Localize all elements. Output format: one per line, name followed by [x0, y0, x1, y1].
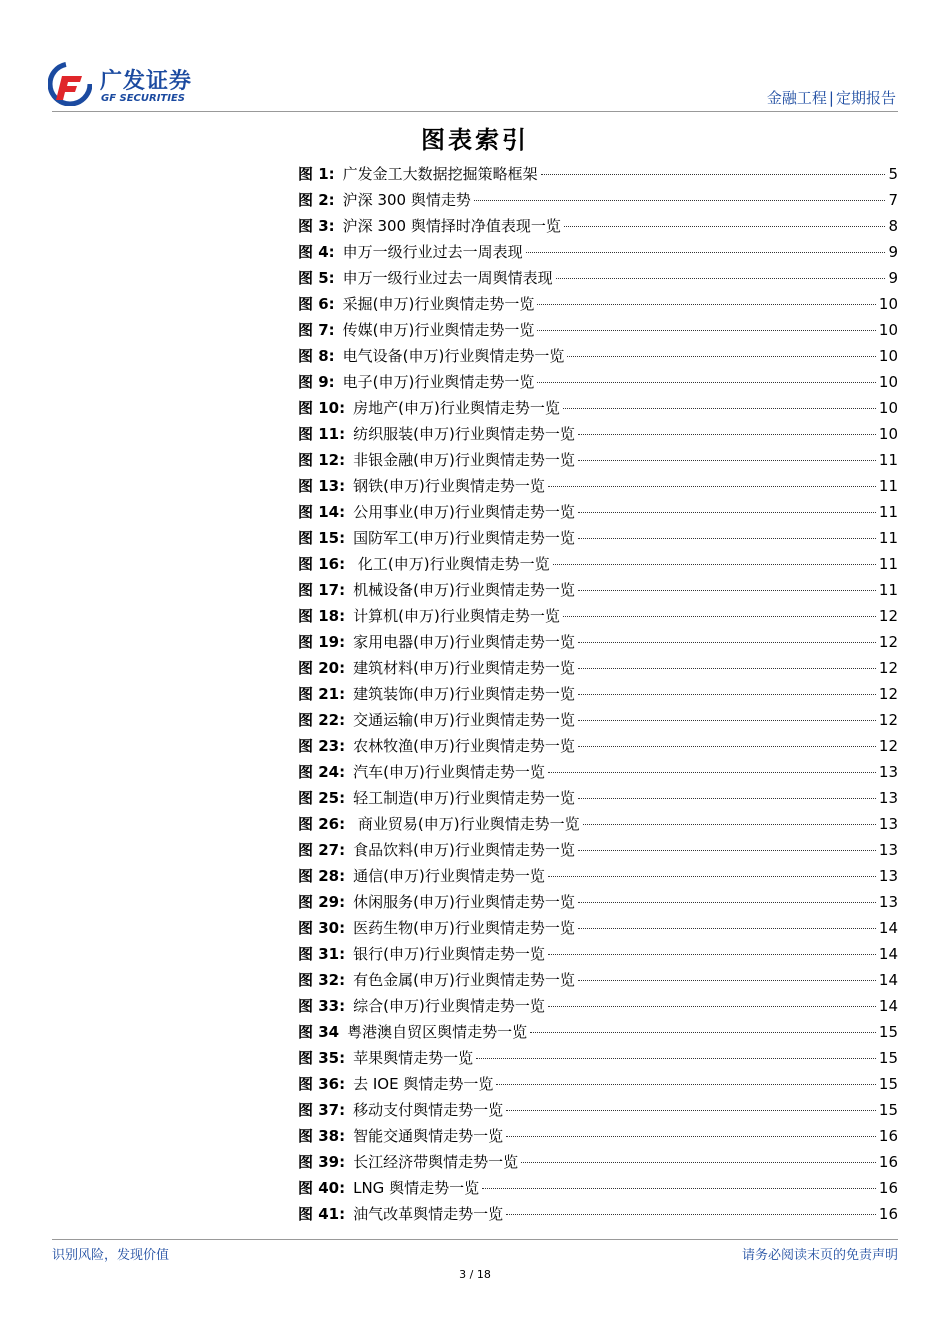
toc-label: 图 21: — [298, 685, 346, 703]
toc-entry[interactable] — [298, 241, 898, 267]
toc-title: 轻工制造(申万)行业舆情走势一览 — [353, 789, 575, 807]
toc-leader-dots — [578, 668, 876, 669]
toc-entry[interactable] — [298, 1177, 898, 1203]
toc-entry[interactable] — [298, 943, 898, 969]
toc-leader-dots — [476, 1058, 876, 1059]
toc-entry[interactable] — [298, 1099, 898, 1125]
toc-leader-dots — [506, 1214, 876, 1215]
toc-entry[interactable] — [298, 735, 898, 761]
toc-leader-dots — [482, 1188, 876, 1189]
toc-title: 有色金属(申万)行业舆情走势一览 — [353, 971, 575, 989]
toc-title: 农林牧渔(申万)行业舆情走势一览 — [353, 737, 575, 755]
toc-title: 汽车(申万)行业舆情走势一览 — [353, 763, 545, 781]
toc-label: 图 5: — [298, 269, 335, 287]
toc-entry[interactable] — [298, 1125, 898, 1151]
toc-label: 图 19: — [298, 633, 346, 651]
toc-page-number: 10 — [878, 399, 898, 417]
toc-label: 图 41: — [298, 1205, 346, 1223]
toc-label: 图 33: — [298, 997, 346, 1015]
toc-leader-dots — [537, 304, 876, 305]
toc-label: 图 25: — [298, 789, 346, 807]
toc-page-number: 12 — [878, 737, 898, 755]
toc-label: 图 17: — [298, 581, 346, 599]
toc-page-number: 14 — [878, 945, 898, 963]
toc-page-number: 13 — [878, 815, 898, 833]
toc-page-number: 10 — [878, 295, 898, 313]
toc-title: 长江经济带舆情走势一览 — [353, 1153, 519, 1171]
toc-entry[interactable] — [298, 553, 898, 579]
toc-label: 图 22: — [298, 711, 346, 729]
toc-entry[interactable] — [298, 215, 898, 241]
toc-page-number: 13 — [878, 867, 898, 885]
toc-title: 公用事业(申万)行业舆情走势一览 — [353, 503, 575, 521]
toc-page-number: 11 — [878, 451, 898, 469]
toc-title: 粤港澳自贸区舆情走势一览 — [347, 1023, 528, 1041]
toc-title: 医药生物(申万)行业舆情走势一览 — [353, 919, 575, 937]
toc-entry[interactable] — [298, 501, 898, 527]
toc-label: 图 11: — [298, 425, 346, 443]
logo-text-cn: 广发证券 — [100, 69, 193, 94]
toc-title: 建筑材料(申万)行业舆情走势一览 — [353, 659, 575, 677]
toc-entry[interactable] — [298, 579, 898, 605]
toc-title: 电子(申万)行业舆情走势一览 — [342, 373, 535, 391]
toc-title: 申万一级行业过去一周舆情表现 — [342, 269, 553, 287]
toc-title: 沪深 300 舆情走势 — [342, 191, 471, 209]
toc-title: 钢铁(申万)行业舆情走势一览 — [353, 477, 545, 495]
toc-page-number: 12 — [878, 685, 898, 703]
toc-entry[interactable] — [298, 189, 898, 215]
toc-page-number: 10 — [878, 373, 898, 391]
toc-title: 沪深 300 舆情择时净值表现一览 — [342, 217, 561, 235]
toc-title: 交通运输(申万)行业舆情走势一览 — [353, 711, 575, 729]
toc-page-number: 9 — [888, 269, 898, 287]
toc-leader-dots — [578, 980, 876, 981]
toc-page-number: 15 — [878, 1049, 898, 1067]
report-type: 定期报告 — [835, 89, 896, 107]
gf-logo-icon — [48, 62, 92, 106]
toc-label: 图 31: — [298, 945, 346, 963]
toc-label: 图 28: — [298, 867, 346, 885]
toc-entry[interactable] — [298, 527, 898, 553]
toc-leader-dots — [548, 954, 876, 955]
toc-label: 图 16: — [298, 555, 346, 573]
toc-title: 商业贸易(申万)行业舆情走势一览 — [353, 815, 580, 833]
toc-leader-dots — [578, 538, 876, 539]
toc-label: 图 36: — [298, 1075, 346, 1093]
toc-page-number: 16 — [878, 1179, 898, 1197]
toc-label: 图 8: — [298, 347, 335, 365]
header-divider — [52, 111, 898, 112]
toc-title: 机械设备(申万)行业舆情走势一览 — [353, 581, 575, 599]
toc-entry[interactable] — [298, 319, 898, 345]
report-category — [767, 87, 896, 108]
toc-label: 图 23: — [298, 737, 346, 755]
toc-entry[interactable] — [298, 1203, 898, 1229]
toc-page-number: 13 — [878, 893, 898, 911]
toc-page-number: 5 — [888, 165, 898, 183]
toc-label: 图 3: — [298, 217, 335, 235]
toc-leader-dots — [578, 590, 876, 591]
toc-entry[interactable] — [298, 449, 898, 475]
toc-label: 图 14: — [298, 503, 346, 521]
footer-divider — [52, 1239, 898, 1240]
toc-leader-dots — [474, 200, 886, 201]
toc-entry[interactable] — [298, 709, 898, 735]
toc-entry[interactable] — [298, 371, 898, 397]
toc-entry[interactable] — [298, 423, 898, 449]
toc-title: 计算机(申万)行业舆情走势一览 — [353, 607, 560, 625]
toc-label: 图 10: — [298, 399, 346, 417]
toc-label: 图 35: — [298, 1049, 346, 1067]
toc-entry[interactable] — [298, 657, 898, 683]
toc-label: 图 1: — [298, 165, 335, 183]
toc-title: 通信(申万)行业舆情走势一览 — [353, 867, 545, 885]
toc-leader-dots — [578, 460, 876, 461]
toc-page-number: 15 — [878, 1023, 898, 1041]
toc-title: 移动支付舆情走势一览 — [353, 1101, 504, 1119]
toc-page-number: 16 — [878, 1205, 898, 1223]
toc-page-number: 7 — [888, 191, 898, 209]
toc-page-number: 10 — [878, 425, 898, 443]
toc-leader-dots — [530, 1032, 876, 1033]
toc-leader-dots — [583, 824, 876, 825]
toc-label: 图 26: — [298, 815, 346, 833]
toc-label: 图 38: — [298, 1127, 346, 1145]
toc-leader-dots — [541, 174, 886, 175]
toc-title: 休闲服务(申万)行业舆情走势一览 — [353, 893, 575, 911]
toc-page-number: 14 — [878, 919, 898, 937]
page-title: 图表索引 — [421, 125, 529, 154]
toc-label: 图 27: — [298, 841, 346, 859]
toc-label: 图 20: — [298, 659, 346, 677]
toc-entry[interactable] — [298, 891, 898, 917]
toc-entry[interactable] — [298, 345, 898, 371]
toc-page-number: 12 — [878, 607, 898, 625]
toc-page-number: 13 — [878, 763, 898, 781]
toc-entry[interactable] — [298, 683, 898, 709]
toc-entry[interactable] — [298, 1073, 898, 1099]
toc-page-number: 13 — [878, 789, 898, 807]
toc-entry[interactable] — [298, 787, 898, 813]
toc-leader-dots — [578, 928, 876, 929]
toc-title: 家用电器(申万)行业舆情走势一览 — [353, 633, 575, 651]
toc-page-number: 14 — [878, 971, 898, 989]
toc-title: 申万一级行业过去一周表现 — [342, 243, 523, 261]
toc-label: 图 7: — [298, 321, 335, 339]
toc-entry[interactable] — [298, 293, 898, 319]
toc-leader-dots — [548, 772, 876, 773]
toc-entry[interactable] — [298, 969, 898, 995]
page-number: 3 / 18 — [459, 1268, 491, 1281]
toc-leader-dots — [548, 876, 876, 877]
toc-title: 智能交通舆情走势一览 — [353, 1127, 504, 1145]
toc-title: 广发金工大数据挖掘策略框架 — [342, 165, 538, 183]
toc-label: 图 37: — [298, 1101, 346, 1119]
toc-entry[interactable] — [298, 839, 898, 865]
toc-label: 图 40: — [298, 1179, 346, 1197]
toc-leader-dots — [578, 434, 876, 435]
toc-label: 图 29: — [298, 893, 346, 911]
toc-label: 图 15: — [298, 529, 346, 547]
toc-label: 图 39: — [298, 1153, 346, 1171]
toc-page-number: 16 — [878, 1153, 898, 1171]
toc-page-number: 12 — [878, 659, 898, 677]
toc-page-number: 11 — [878, 581, 898, 599]
toc-leader-dots — [548, 486, 876, 487]
toc-leader-dots — [556, 278, 886, 279]
toc-page-number: 11 — [878, 477, 898, 495]
department: 金融工程 — [766, 89, 827, 107]
toc-page-number: 11 — [878, 529, 898, 547]
toc-entry[interactable] — [298, 813, 898, 839]
footer-slogan: 识别风险，发现价值 — [52, 1248, 170, 1263]
toc-entry[interactable] — [298, 865, 898, 891]
toc-title: 油气改革舆情走势一览 — [353, 1205, 504, 1223]
toc-page-number: 10 — [878, 347, 898, 365]
toc-label: 图 9: — [298, 373, 335, 391]
toc-leader-dots — [506, 1110, 876, 1111]
toc-page-number: 11 — [878, 503, 898, 521]
toc-label: 图 2: — [298, 191, 335, 209]
toc-title: 采掘(申万)行业舆情走势一览 — [342, 295, 535, 313]
gf-logo — [48, 62, 208, 110]
toc-leader-dots — [578, 642, 876, 643]
toc-title: 国防军工(申万)行业舆情走势一览 — [353, 529, 575, 547]
toc-title: 化工(申万)行业舆情走势一览 — [353, 555, 550, 573]
toc-page-number: 15 — [878, 1075, 898, 1093]
toc-page-number: 9 — [888, 243, 898, 261]
toc-leader-dots — [578, 798, 876, 799]
toc-entry[interactable] — [298, 917, 898, 943]
toc-leader-dots — [578, 512, 876, 513]
toc-page-number: 8 — [888, 217, 898, 235]
toc-label: 图 4: — [298, 243, 335, 261]
toc-label: 图 12: — [298, 451, 346, 469]
figure-index-list — [298, 163, 898, 1229]
separator: | — [828, 89, 834, 107]
toc-page-number: 12 — [878, 633, 898, 651]
toc-label: 图 13: — [298, 477, 346, 495]
toc-leader-dots — [563, 616, 876, 617]
toc-title: 去 IOE 舆情走势一览 — [353, 1075, 494, 1093]
footer-disclaimer: 请务必阅读末页的免责声明 — [741, 1248, 898, 1263]
toc-leader-dots — [578, 850, 876, 851]
toc-label: 图 18: — [298, 607, 346, 625]
toc-leader-dots — [578, 720, 876, 721]
toc-leader-dots — [563, 408, 876, 409]
toc-title: 银行(申万)行业舆情走势一览 — [353, 945, 545, 963]
toc-title: 建筑装饰(申万)行业舆情走势一览 — [353, 685, 575, 703]
toc-leader-dots — [578, 746, 876, 747]
toc-label: 图 34 — [298, 1023, 340, 1041]
toc-title: 综合(申万)行业舆情走势一览 — [353, 997, 545, 1015]
logo-text-en: GF SECURITIES — [101, 93, 186, 104]
toc-entry[interactable] — [298, 995, 898, 1021]
toc-title: 食品饮料(申万)行业舆情走势一览 — [353, 841, 575, 859]
toc-title: 传媒(申万)行业舆情走势一览 — [342, 321, 535, 339]
toc-leader-dots — [578, 902, 876, 903]
toc-leader-dots — [537, 330, 876, 331]
toc-page-number: 13 — [878, 841, 898, 859]
toc-title: 房地产(申万)行业舆情走势一览 — [353, 399, 560, 417]
toc-leader-dots — [521, 1162, 876, 1163]
toc-page-number: 11 — [878, 555, 898, 573]
toc-leader-dots — [537, 382, 876, 383]
toc-entry[interactable] — [298, 761, 898, 787]
toc-entry[interactable] — [298, 1151, 898, 1177]
toc-entry[interactable] — [298, 605, 898, 631]
toc-title: 非银金融(申万)行业舆情走势一览 — [353, 451, 575, 469]
toc-title: 苹果舆情走势一览 — [353, 1049, 474, 1067]
toc-leader-dots — [564, 226, 886, 227]
toc-page-number: 12 — [878, 711, 898, 729]
toc-page-number: 14 — [878, 997, 898, 1015]
toc-leader-dots — [578, 694, 876, 695]
toc-leader-dots — [548, 1006, 876, 1007]
toc-entry[interactable] — [298, 1021, 898, 1047]
toc-title: 纺织服装(申万)行业舆情走势一览 — [353, 425, 575, 443]
toc-leader-dots — [506, 1136, 876, 1137]
toc-leader-dots — [496, 1084, 876, 1085]
toc-label: 图 6: — [298, 295, 335, 313]
toc-entry[interactable] — [298, 163, 898, 189]
toc-leader-dots — [526, 252, 886, 253]
toc-entry[interactable] — [298, 631, 898, 657]
toc-entry[interactable] — [298, 1047, 898, 1073]
toc-label: 图 32: — [298, 971, 346, 989]
toc-label: 图 30: — [298, 919, 346, 937]
toc-leader-dots — [567, 356, 876, 357]
toc-entry[interactable] — [298, 397, 898, 423]
toc-label: 图 24: — [298, 763, 346, 781]
toc-page-number: 10 — [878, 321, 898, 339]
toc-leader-dots — [553, 564, 876, 565]
toc-page-number: 16 — [878, 1127, 898, 1145]
toc-page-number: 15 — [878, 1101, 898, 1119]
toc-title: 电气设备(申万)行业舆情走势一览 — [342, 347, 565, 365]
toc-entry[interactable] — [298, 475, 898, 501]
toc-entry[interactable] — [298, 267, 898, 293]
toc-title: LNG 舆情走势一览 — [353, 1179, 480, 1197]
